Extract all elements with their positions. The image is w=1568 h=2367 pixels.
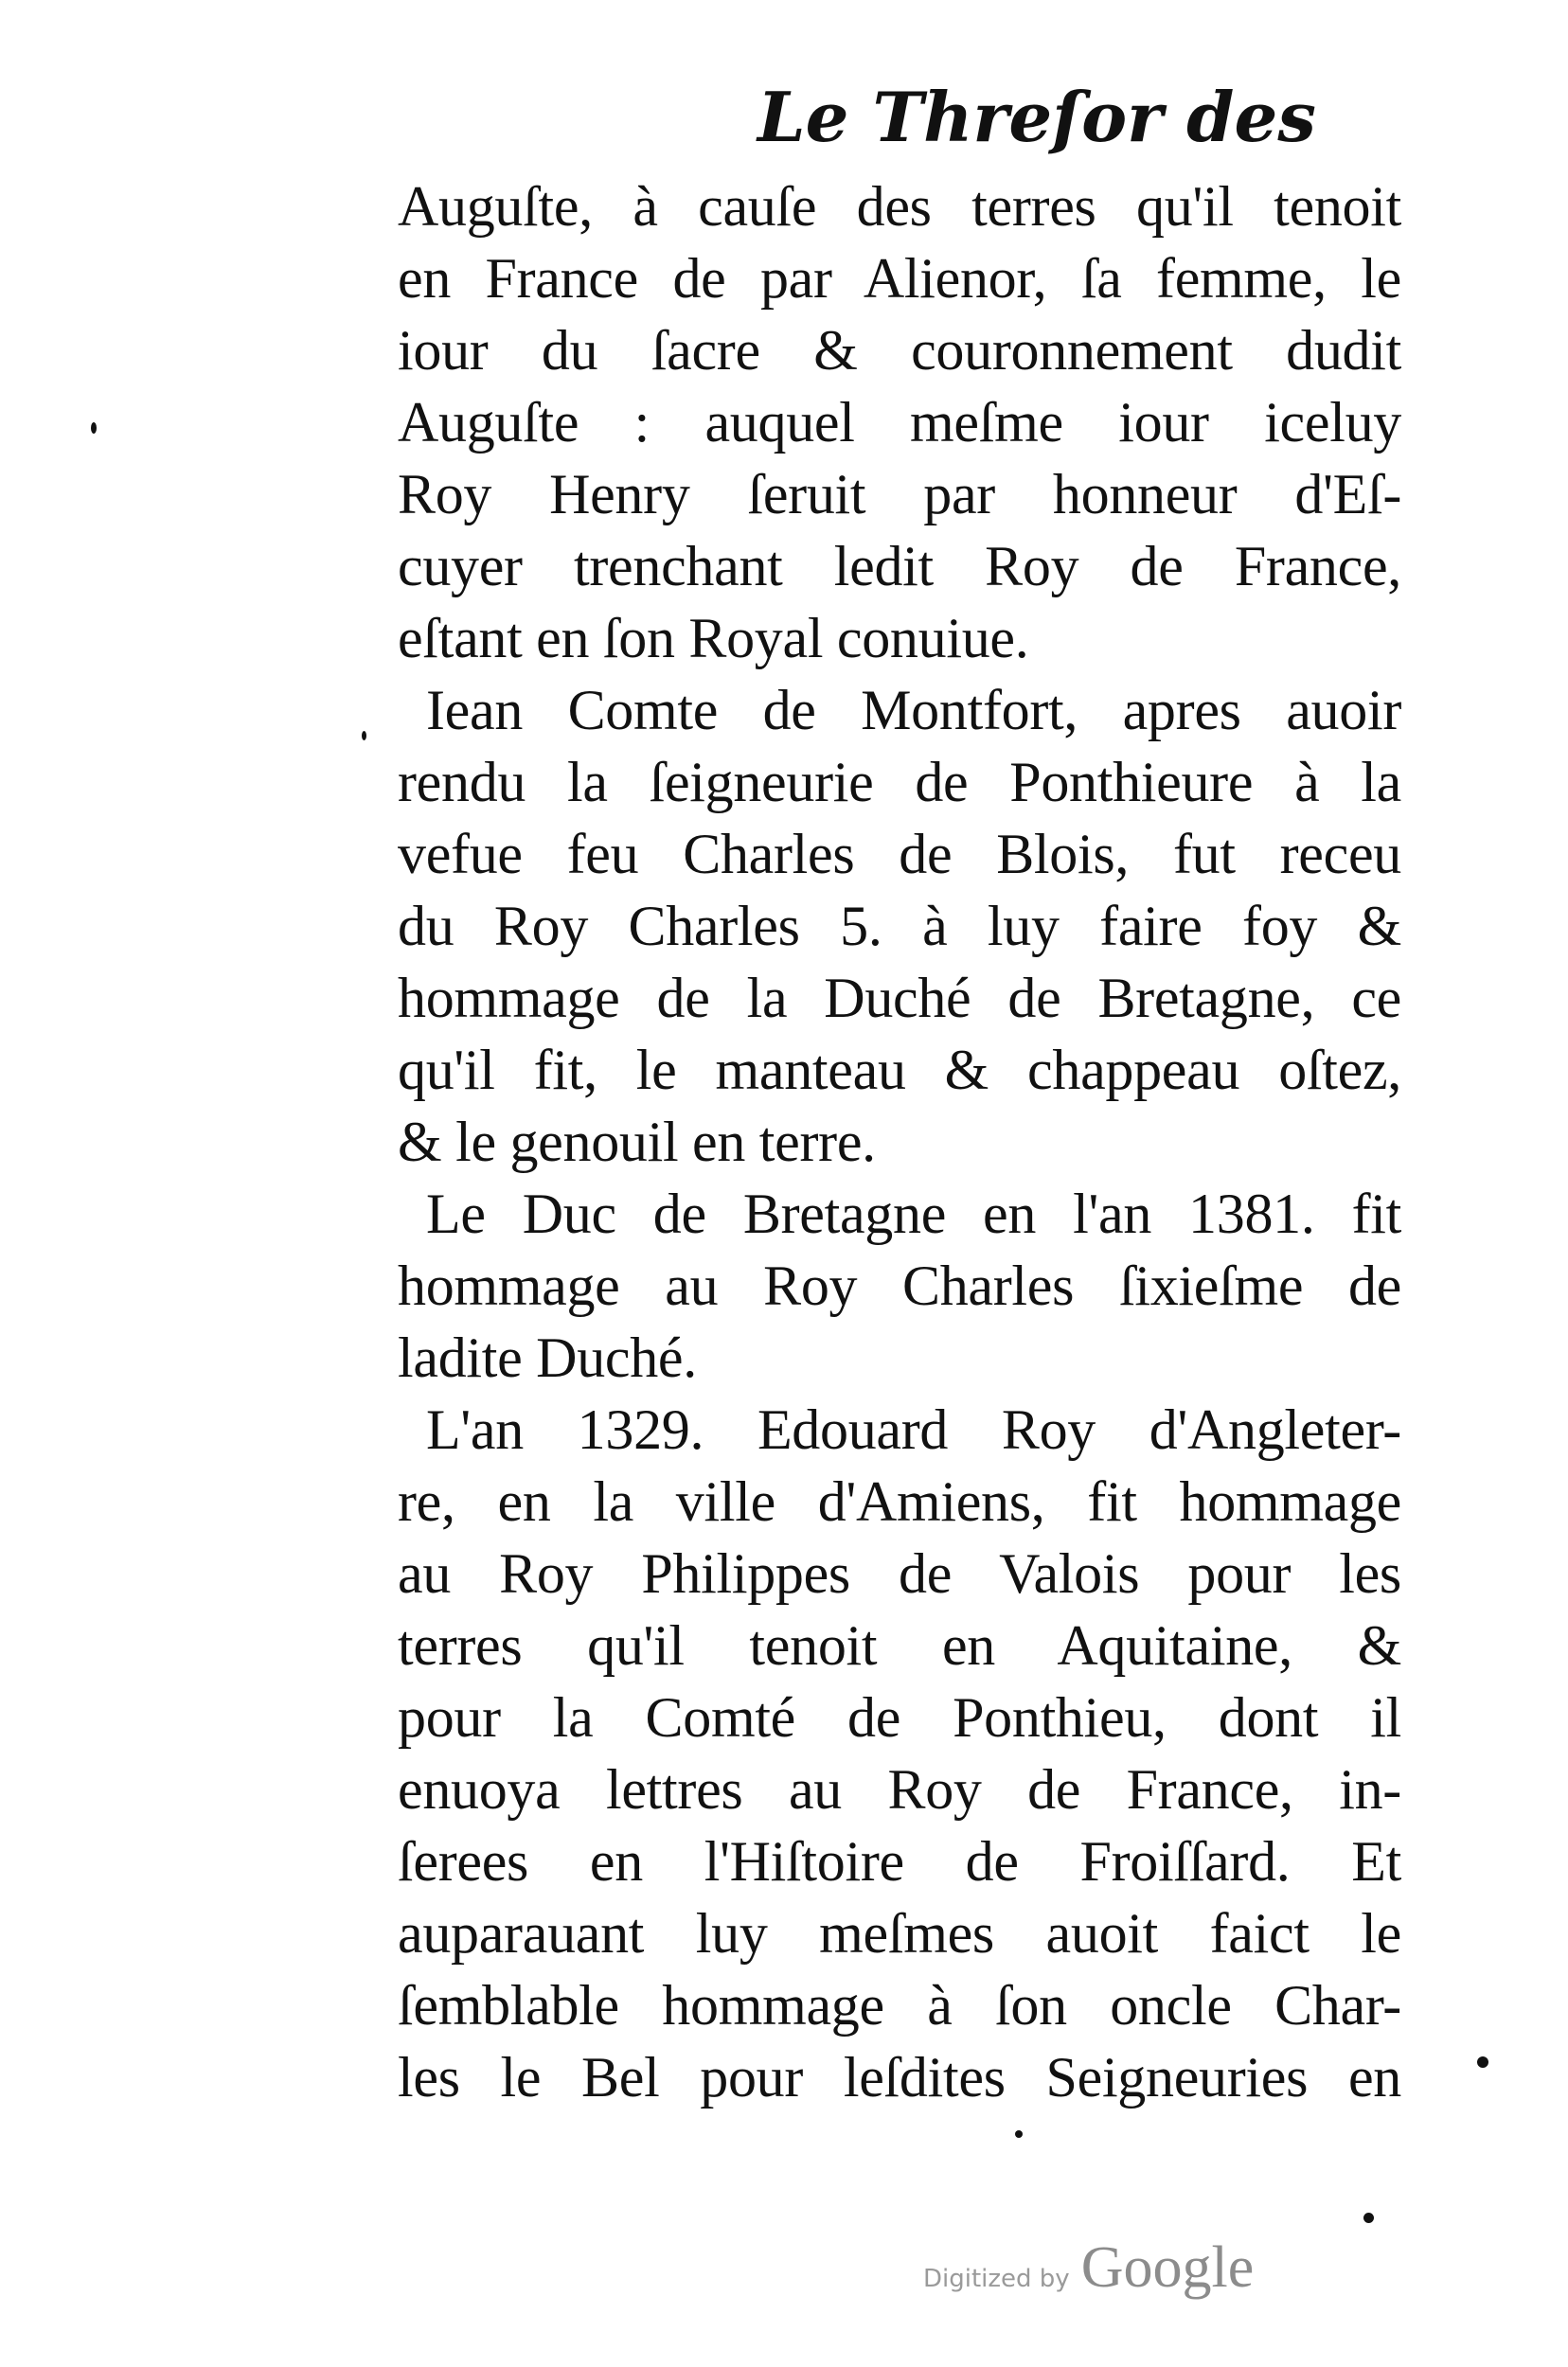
text-line: cuyer trenchant ledit Roy de France, xyxy=(398,535,1401,597)
body-text xyxy=(398,170,1401,2113)
text-line: pour la Comté de Ponthieu, dont il xyxy=(398,1686,1401,1749)
text-line: eſtant en ſon Royal conuiue. xyxy=(398,607,1029,669)
ink-speck xyxy=(362,731,366,740)
text-line: iour du ſacre & couronnement dudit xyxy=(398,319,1401,382)
digitized-by-google-watermark xyxy=(923,2234,1254,2302)
text-line: ſerees en l'Hiſtoire de Froiſſard. Et xyxy=(398,1830,1401,1893)
ink-speck xyxy=(1477,2056,1488,2068)
text-line: hommage au Roy Charles ſixieſme de xyxy=(398,1255,1401,1317)
text-line: auparauant luy meſmes auoit faict le xyxy=(398,1902,1401,1965)
text-line: qu'il fit, le manteau & chappeau oſtez, xyxy=(398,1039,1401,1101)
text-line: les le Bel pour leſdites Seigneuries en xyxy=(398,2046,1401,2109)
text-line: re, en la ville d'Amiens, fit hommage xyxy=(398,1470,1401,1533)
text-line: ſemblable hommage à ſon oncle Char- xyxy=(398,1974,1401,2037)
text-line: Auguſte, à cauſe des terres qu'il tenoit xyxy=(398,175,1401,238)
ink-speck xyxy=(91,422,97,434)
text-line: Auguſte : auquel meſme iour iceluy xyxy=(398,391,1401,454)
google-logo: Google xyxy=(1080,2235,1255,2300)
text-line: Roy Henry ſeruit par honneur d'Eſ- xyxy=(398,463,1401,525)
text-line: & le genouil en terre. xyxy=(398,1111,876,1173)
text-line: au Roy Philippes de Valois pour les xyxy=(398,1542,1401,1605)
text-line: du Roy Charles 5. à luy faire foy & xyxy=(398,895,1401,957)
text-line: Le Duc de Bretagne en l'an 1381. fit xyxy=(426,1183,1401,1245)
text-line: vefue feu Charles de Blois, fut receu xyxy=(398,823,1401,885)
running-head: Le Threſor des xyxy=(757,77,1316,157)
text-line: L'an 1329. Edouard Roy d'Angleter- xyxy=(426,1398,1401,1461)
text-line: enuoya lettres au Roy de France, in- xyxy=(398,1758,1401,1821)
text-line: ladite Duché. xyxy=(398,1326,697,1389)
text-line: rendu la ſeigneurie de Ponthieure à la xyxy=(398,751,1401,813)
text-line: hommage de la Duché de Bretagne, ce xyxy=(398,967,1401,1029)
watermark-prefix: Digitized by xyxy=(923,2265,1070,2293)
ink-speck xyxy=(1363,2213,1374,2223)
text-line: en France de par Alienor, ſa femme, le xyxy=(398,247,1401,310)
ink-speck xyxy=(1015,2130,1023,2138)
text-line: terres qu'il tenoit en Aquitaine, & xyxy=(398,1614,1401,1677)
text-line: Iean Comte de Montfort, apres auoir xyxy=(426,679,1401,741)
